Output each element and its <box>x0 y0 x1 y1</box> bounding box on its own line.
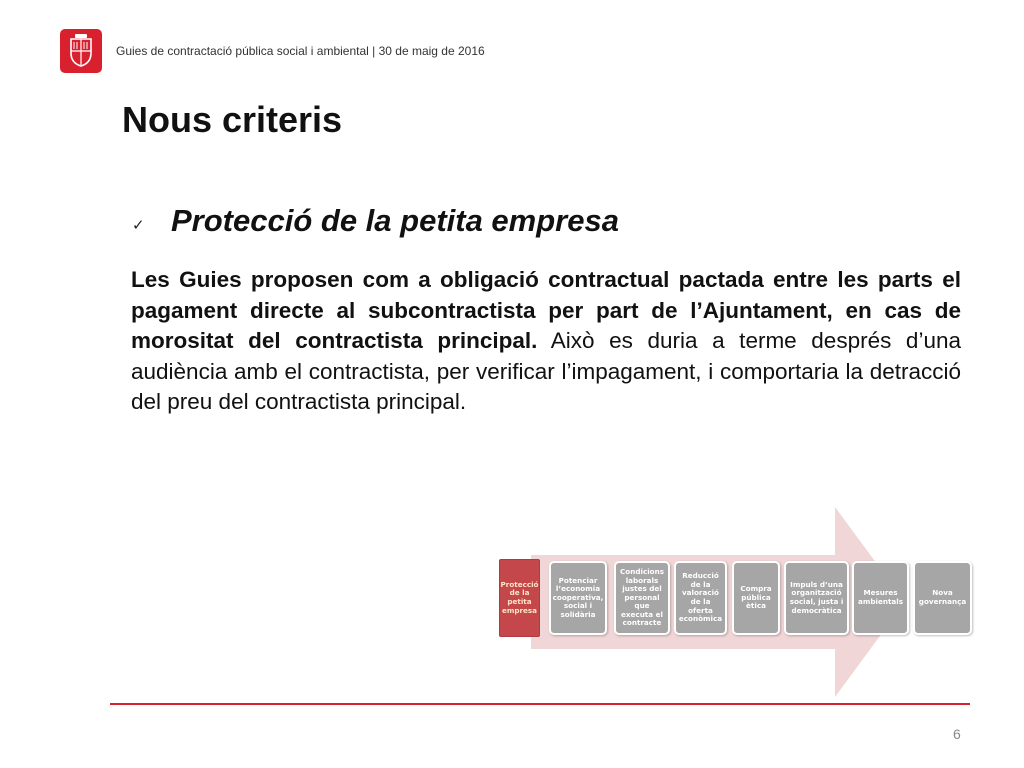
process-step <box>674 561 727 635</box>
process-step <box>549 561 607 635</box>
process-step <box>913 561 972 635</box>
page-title: Nous criteris <box>122 99 343 140</box>
process-step <box>732 561 780 635</box>
process-diagram <box>495 505 980 705</box>
process-step <box>499 559 540 637</box>
page-number: 6 <box>953 726 961 742</box>
body-regular-text: Això es duria a terme després d’una audiència amb el contractista, per verificar l’impagament, i comportaria la detracció del preu del contractista principal. <box>131 328 961 414</box>
process-step-label: Nova governança <box>918 588 967 606</box>
process-step-label: Mesures ambientals <box>858 588 903 606</box>
slide-subtitle: Protecció de la petita empresa <box>171 203 619 238</box>
checkmark-icon: ✓ <box>132 216 145 234</box>
process-step-label: Reducció de la valoració de la oferta econòmica <box>678 571 723 624</box>
process-step-label: Potenciar l’economia cooperativa, social i solidària <box>552 575 604 619</box>
body-bold-text: Les Guies proposen com a obligació contractual pactada entre les parts el pagament directe al subcontractista per part de l’Ajuntament, en cas de morositat del contractista principal. <box>131 267 961 353</box>
barcelona-shield-icon <box>60 29 102 73</box>
footer-divider <box>110 703 970 705</box>
process-step <box>784 561 849 635</box>
process-step-label: Compra pública ètica <box>740 584 772 611</box>
process-step-label: Protecció de la petita empresa <box>500 579 539 615</box>
process-step <box>614 561 670 635</box>
process-step-label: Impuls d’una organització social, justa i democràtica <box>789 579 844 615</box>
process-step-label: Condicions laborals justes del personal que executa el contracte <box>620 566 664 628</box>
process-step <box>852 561 909 635</box>
header-text: Guies de contractació pública social i ambiental | 30 de maig de 2016 <box>116 44 485 58</box>
body-paragraph <box>131 265 961 418</box>
